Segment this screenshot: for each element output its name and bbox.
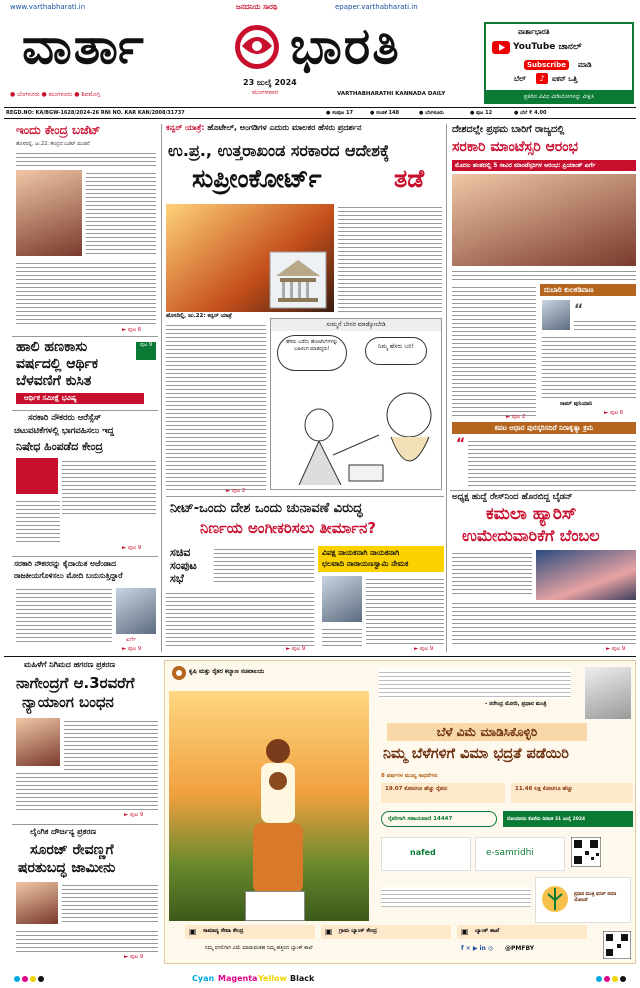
kharge-head-2[interactable]: ರಾಜಕೀಯಗೊಳಿಸಲು ಮೋದಿ ಬಯಸುತ್ತಿದ್ದಾರೆ [14, 571, 123, 580]
neet-body [214, 546, 314, 584]
yt-footer: ಪ್ರತಿದಿನ ವಿವಿಧ ವೀಡಿಯೋಗಳನ್ನು ವೀಕ್ಷಿಸಿ [486, 90, 632, 104]
montessori-sub: ಮೊದಲ ಹಂತದಲ್ಲಿ 5 ಸಾವಿರ ಮಾಂಟೆಸ್ಸರಿಗಳ ಆರಂಭ: ಪ್ರಿಯಾಂಕ್ ಖರ್ಗೆ [452, 160, 636, 171]
cta-gram-bank[interactable] [321, 925, 451, 939]
tagline: ಜನದನಿಯ ಸಾರಥಿ [236, 3, 278, 11]
masthead-title-left: ವಾರ್ತಾ [22, 16, 146, 75]
finance-minister-photo [16, 170, 82, 256]
ad-logos-strip [381, 877, 531, 917]
issue-weekday: ಮಂಗಳವಾರ [252, 88, 279, 96]
budget-body [16, 260, 156, 326]
kanwar-head-2[interactable]: ಸುಪ್ರೀಂಕೋರ್ಟ್ [192, 164, 322, 193]
opinion-column-head[interactable]: ದುಬಾರಿ ಕುಲಕಡಿವಾಣ [540, 284, 636, 296]
kanwar-body [166, 322, 266, 490]
registration-dot [604, 976, 610, 982]
cabinet-tag [170, 546, 197, 585]
registration-dot [22, 976, 28, 982]
kanwar-byline: ಹೊಸದಿಲ್ಲಿ, ಜು.22: ಕನ್ವರ್ ಯಾತ್ರೆ [166, 313, 232, 319]
suraj-body [16, 928, 158, 954]
budget-body [16, 150, 156, 166]
divider [12, 824, 158, 825]
cta-csc[interactable] [185, 925, 315, 939]
suraj-head-1[interactable]: ಸೂರಜ್ ರೇವಣ್ಣಗೆ [30, 842, 114, 858]
nagendra-body [64, 718, 158, 774]
cta-bank-branch[interactable] [457, 925, 587, 939]
pm-photo [585, 667, 631, 719]
suraj-kicker: ಲೈಂಗಿಕ ದೌರ್ಜನ್ಯ ಪ್ರಕರಣ [30, 827, 97, 836]
cartoon-bubble-2: ನಿಮ್ಮ ಹೆಸರು ಬರಿ! [365, 337, 427, 365]
registration-dot [38, 976, 44, 982]
yt-title: ವಾರ್ತಾಭಾರತಿ [518, 28, 550, 36]
montessori-body [452, 284, 536, 418]
budget-headline[interactable]: ಇಂದು ಕೇಂದ್ರ ಬಜೆಟ್ [16, 123, 101, 137]
neet-body [166, 590, 314, 648]
registration-number: REGD.NO: KA/BGW-1628/2024-26 RNI NO. KAR KAN/2008/31737 [6, 110, 185, 116]
quote-icon: “ [574, 302, 584, 318]
bell-label: ಬೆಲ್ [514, 75, 526, 83]
bell-icon[interactable]: ♪ [536, 73, 548, 84]
helpline-card [245, 891, 305, 921]
epaper-url[interactable]: epaper.varthabharati.in [335, 3, 418, 11]
masthead [0, 0, 640, 108]
registration-dot [620, 976, 626, 982]
kamala-body [452, 550, 532, 596]
youtube-icon [492, 41, 510, 54]
kharge-head-1[interactable]: ಸರಕಾರಿ ನೌಕರರನ್ನು ಕೈದಾಯಿತ ಅಜೆಂಡಾದ [14, 559, 116, 568]
opinion-more[interactable]: ► ಪುಟ 6 [604, 410, 624, 416]
rss-body [16, 498, 60, 544]
opinion-body [574, 318, 636, 330]
montessori-head-2[interactable]: ಸರಕಾರಿ ಮಾಂಟೆಸ್ಸರಿ ಆರಂಭ [452, 139, 578, 155]
kapaet-body [468, 438, 636, 486]
edition-list: ● ಬೆಂಗಳೂರು ● ಮಂಗಳೂರು ● ಶಿವಮೊಗ್ಗ [10, 91, 101, 98]
nagendra-head-1[interactable]: ನಾಗೇಂದ್ರಗೆ ಆ.3ರವರೆಗೆ [16, 674, 135, 692]
nafed-text: nafed [410, 848, 436, 857]
neet-head-1[interactable]: ನೀಟ್-ಒಂದು ದೇಶ ಒಂದು ಚುನಾವಣೆ ವಿರುದ್ಧ [170, 501, 363, 516]
pages: ● ಪುಟ 12 [470, 110, 493, 116]
economy-head-3[interactable]: ಬೆಳವಣಿಗೆ ಕುಸಿತ [16, 373, 92, 389]
issue-number: ● ಸಂಚಿಕೆ 148 [370, 110, 399, 116]
pmfby-logo [535, 877, 631, 923]
opposition-body [366, 576, 444, 646]
city: ● ಬೆಂಗಳೂರು [419, 110, 444, 116]
ad-stat-1: 19.07 ಕೋಟಿಗೂ ಹೆಚ್ಚು ರೈತರು [385, 786, 448, 792]
montessori-photo [452, 174, 636, 266]
quote-icon: “ [456, 436, 466, 452]
registration-dot [30, 976, 36, 982]
editorial-cartoon [270, 318, 442, 490]
divider [12, 410, 158, 411]
kamala-body [452, 600, 636, 646]
cta-gram-bank-label: ಗ್ರಾಮ ಬ್ಯಾಂಕ್ ಕೇಂದ್ರ [339, 928, 377, 934]
esamridhi-logo [475, 837, 565, 871]
opposition-body [322, 626, 362, 646]
kamala-head-1[interactable]: ಕಮಲಾ ಹ್ಯಾರಿಸ್ [486, 504, 577, 524]
divider [12, 336, 158, 337]
economy-sub: ಆರ್ಥಿಕ ಸಮೀಕ್ಷೆ ಭವಿಷ್ಯ [16, 393, 144, 404]
rss-photo [16, 458, 58, 494]
neet-more[interactable]: ► ಪುಟ 9 [286, 646, 306, 652]
icon-press-label: ಐಕನ್ ಒತ್ತಿ [552, 75, 578, 83]
montessori-head-2-wrap [452, 140, 578, 155]
mark-cyan: Cyan [192, 974, 215, 983]
ad-dept: ಕೃಷಿ ಮತ್ತು ರೈತರ ಕಲ್ಯಾಣ ಸಚಿವಾಲಯ [189, 668, 265, 675]
budget-body [86, 170, 156, 256]
social-icons[interactable]: f ✕ ▶ in ◎ [461, 945, 494, 952]
subscribe-button[interactable]: Subscribe [524, 60, 569, 70]
registration-dot [14, 976, 20, 982]
columnist-photo [542, 300, 570, 330]
ad-helpline[interactable] [381, 811, 497, 827]
kharge-photo [116, 588, 156, 634]
suraj-head-2[interactable]: ಷರತುಬದ್ಧ ಜಾಮೀನು [18, 860, 116, 876]
registration-dot [612, 976, 618, 982]
cartoon-bubble-1: ಹೆಸರು ಬರೆದು ಹೋಟೆಲ್‌ಗಳನ್ನು ಬಹಿರಂಗ ಮಾಡಿದ್ದರು! [277, 335, 347, 371]
suraj-more[interactable]: ► ಪುಟ 9 [124, 954, 144, 960]
divider [450, 490, 636, 491]
ad-helpline-text: ರೈತರಿಗಾಗಿ ಸಹಾಯವಾಣಿ 14447 [388, 816, 453, 822]
column-rule [446, 124, 447, 652]
nagendra-head-2[interactable]: ನ್ಯಾಯಾಂಗ ಬಂಧನ [22, 693, 114, 711]
youtube-promo[interactable] [484, 22, 634, 104]
biden-harris-photo [536, 550, 636, 606]
pm-quote [375, 665, 575, 711]
mark-magenta: Magenta [218, 974, 258, 983]
kapaet-head[interactable]: ಕಪಟ ಆಧಾರ ಪುರಸ್ಕರಿಸದಿರೆ ನಿರಾಕೃತ್ಯಾ ಕ್ರಮ [452, 422, 636, 434]
ad-deadline-box [503, 811, 633, 827]
pmfby-icon [540, 884, 570, 914]
ad-deadline: ನೋಂದಣಿಯ ಕೊನೆಯ ದಿನಾಂಕ 31 ಜುಲೈ 2024 [507, 817, 586, 822]
kanwar-kicker-text: ಹೊಟೇಲ್, ಅಂಗಡಿಗಳ ಎದುರು ಮಾಲಕರ ಹೆಸರು ಪ್ರದರ್ಶನ [207, 123, 362, 132]
cabinet-tag-3: ಸಭೆ [170, 572, 184, 585]
bank-icon: ▣ [461, 927, 469, 936]
supreme-court-icon [268, 250, 328, 310]
divider [12, 556, 158, 557]
registration-strip [4, 107, 636, 119]
cabinet-tag-1: ಸಚಿವ [170, 546, 191, 559]
emblem-icon [232, 22, 282, 72]
kharge-name: ಖರ್ಗೆ [126, 637, 137, 643]
kamala-head-2[interactable]: ಉಮೇದುವಾರಿಕೆಗೆ ಬೆಂಬಲ [462, 526, 600, 545]
issue-date: 23 ಜುಲೈ 2024 [243, 78, 297, 87]
website-url[interactable]: www.varthabharati.in [10, 3, 86, 11]
price: ● ಬೆಲೆ ₹ 4.00 [514, 110, 547, 116]
ad-stat-box-2 [511, 783, 633, 803]
subscribe-cta-suffix: ಮಾಡಿ [578, 61, 592, 69]
montessori-more[interactable]: ► ಪುಟ 2 [506, 414, 526, 420]
emblem-icon [171, 665, 187, 681]
pmfby-label: ಪ್ರಧಾನ ಮಂತ್ರಿ ಫಸಲ್ ಬಿಮಾ ಯೋಜನೆ [574, 892, 617, 903]
print-marks [0, 970, 640, 988]
registration-dot [596, 976, 602, 982]
kanwar-kicker [166, 123, 361, 133]
divider [166, 496, 444, 497]
nagendra-kicker: ಮಹಿಳೆಗೆ ನಿಗಿಮದ ಹಗರಣ ಪ್ರಕರಣ [24, 660, 116, 669]
cta-bank-branch-label: ಬ್ಯಾಂಕ್ ಶಾಖೆ [475, 928, 500, 934]
ad-stat-2: 11.46 ಲಕ್ಷ ಕೋಟಿಗೂ ಹೆಚ್ಚು [515, 786, 573, 792]
cabinet-tag-2: ಸಂಪುಟ [170, 559, 197, 572]
column-rule [161, 124, 162, 652]
opposition-more[interactable]: ► ಪುಟ 9 [414, 646, 434, 652]
narayanaswamy-photo [322, 576, 362, 622]
family-illustration [223, 731, 333, 901]
masthead-title-right: ಭಾರತಿ [290, 16, 401, 75]
suraj-photo [16, 882, 58, 924]
economy-head-1[interactable]: ಹಾಲಿ ಹಣಕಾಸು [16, 339, 88, 355]
nafed-logo [381, 837, 471, 871]
mark-black: Black [290, 974, 315, 983]
economy-page-tag[interactable]: ಪುಟ 9 [136, 342, 156, 360]
kanwar-more[interactable]: ► ಪುಟ 2 [226, 488, 246, 494]
ad-head-2: ನಿಮ್ಮ ಬೆಳೆಗಳಿಗೆ ವಿಮಾ ಭದ್ರತೆ ಪಡೆಯಿರಿ [383, 746, 569, 762]
cartoon-drawing [279, 375, 435, 485]
cta-csc-label: ಸಾಮಾನ್ಯ ಸೇವಾ ಕೇಂದ್ರ [203, 928, 244, 934]
divider [4, 656, 636, 657]
crop-insurance-ad[interactable] [164, 660, 636, 964]
quote-author: - ನರೇಂದ್ರ ಮೋದಿ, ಪ್ರಧಾನ ಮಂತ್ರಿ [485, 701, 547, 707]
mark-yellow: Yellow [258, 974, 287, 983]
rss-head-3[interactable]: ನಿಷೇಧ ಹಿಂಪಡೆದ ಕೇಂದ್ರ [16, 440, 104, 453]
opposition-head-2[interactable]: ಛಲವಾದಿ ನಾರಾಯಣಸ್ವಾಮಿ ನೇಮಕ [322, 559, 409, 568]
ad-stat-box-1 [381, 783, 505, 803]
nagendra-photo [16, 718, 60, 766]
opinion-author: ರಾಮ್ ಪುನಿಯಾನಿ [560, 401, 593, 407]
opinion-body [542, 334, 636, 400]
daily-label: VARTHABHARATHI KANNADA DAILY [337, 91, 446, 97]
rss-head-2[interactable]: ಚಟುವಟಿಕೆಗಳಲ್ಲಿ ಭಾಗವಹಿಸಲು ಇದ್ದ [14, 426, 115, 436]
kamala-kicker: ಅಧ್ಯಕ್ಷ ಹುದ್ದೆ ರೇಸ್‌ನಿಂದ ಹೊರಬಿದ್ದ ಬೈಡನ್ [452, 492, 573, 502]
qr-code-icon[interactable] [571, 837, 601, 867]
kharge-body [16, 586, 112, 644]
economy-head-2[interactable]: ವರ್ಷದಲ್ಲಿ ಆರ್ಥಿಕ [16, 356, 99, 372]
rss-more[interactable]: ► ಪುಟ 9 [122, 545, 142, 551]
budget-kicker: ಹೊಸದಿಲ್ಲಿ, ಜು.22: ಕೇಂದ್ರದ ಬಜೆಟ್ ಮಂಡನೆ [16, 142, 90, 147]
nagendra-more[interactable]: ► ಪುಟ 9 [124, 812, 144, 818]
opposition-head-box [318, 546, 444, 572]
kanwar-kicker-label: ಕನ್ವರ್ ಯಾತ್ರೆ: [166, 123, 205, 132]
cartoon-caption: ಸುಮ್ಮನೆ ಬೇಸರ ಮಾಡ್ಕೋಬೇಡಿ [271, 319, 441, 331]
kanwar-head-1[interactable]: ಉ.ಪ್ರ., ಉತ್ತರಾಖಂಡ ಸರಕಾರದ ಆದೇಶಕ್ಕೆ [168, 141, 390, 160]
opposition-head-1[interactable]: ವಿಪಕ್ಷ ನಾಯಕನಾಗಿ ನಾಯಕನಾಗಿ [322, 548, 400, 557]
suraj-body [62, 882, 158, 924]
kharge-more[interactable]: ► ಪುಟ 9 [122, 646, 142, 652]
social-handle[interactable]: @PMFBY [505, 945, 535, 952]
yt-channel: YouTube ಚಾನಲ್ [513, 42, 582, 52]
neet-head-2[interactable]: ನಿರ್ಣಯ ಅಂಗೀಕರಿಸಲು ತೀರ್ಮಾನ? [200, 519, 377, 537]
ad-footer: ನಿಮ್ಮ ಫಸಲಿಗಾಗಿ ವಿಮೆ ಮಾಡುವಂತಹ ನಿಮ್ಮ ಹತ್ತಿರದ ಬ್ಯಾಂಕ್ ಶಾಖೆ [205, 945, 313, 951]
budget-more[interactable]: ► ಪುಟ 6 [122, 327, 142, 333]
building-icon: ▣ [189, 927, 197, 936]
volume: ● ಸಂಪುಟ 17 [326, 110, 354, 116]
rss-head-1[interactable]: ಸರಕಾರಿ ನೌಕರರು ಆರೆಸ್ಸೆಸ್ [28, 413, 102, 423]
rss-body [62, 458, 156, 514]
ad-head-1: ಬೆಳೆ ವಿಮೆ ಮಾಡಿಸಿಕೊಳ್ಳಿರಿ [387, 723, 587, 741]
esamridhi-text: e-samridhi [486, 848, 534, 858]
qr-code-icon[interactable] [603, 931, 631, 959]
nagendra-body [16, 770, 158, 812]
montessori-head-1[interactable]: ದೇಶದಲ್ಲೇ ಪ್ರಥಮ ಬಾರಿಗೆ ರಾಜ್ಯದಲ್ಲಿ [452, 124, 565, 135]
kanwar-head-3[interactable]: ತಡೆ [394, 164, 425, 193]
ad-features-head: 8 ವರ್ಷಗಳ ಮುಖ್ಯ ಸಾಧನೆಗಳು [381, 773, 438, 779]
kanwar-body [338, 204, 442, 312]
kamala-more[interactable]: ► ಪುಟ 9 [606, 646, 626, 652]
bank-icon: ▣ [325, 927, 333, 936]
montessori-caption [452, 268, 636, 280]
